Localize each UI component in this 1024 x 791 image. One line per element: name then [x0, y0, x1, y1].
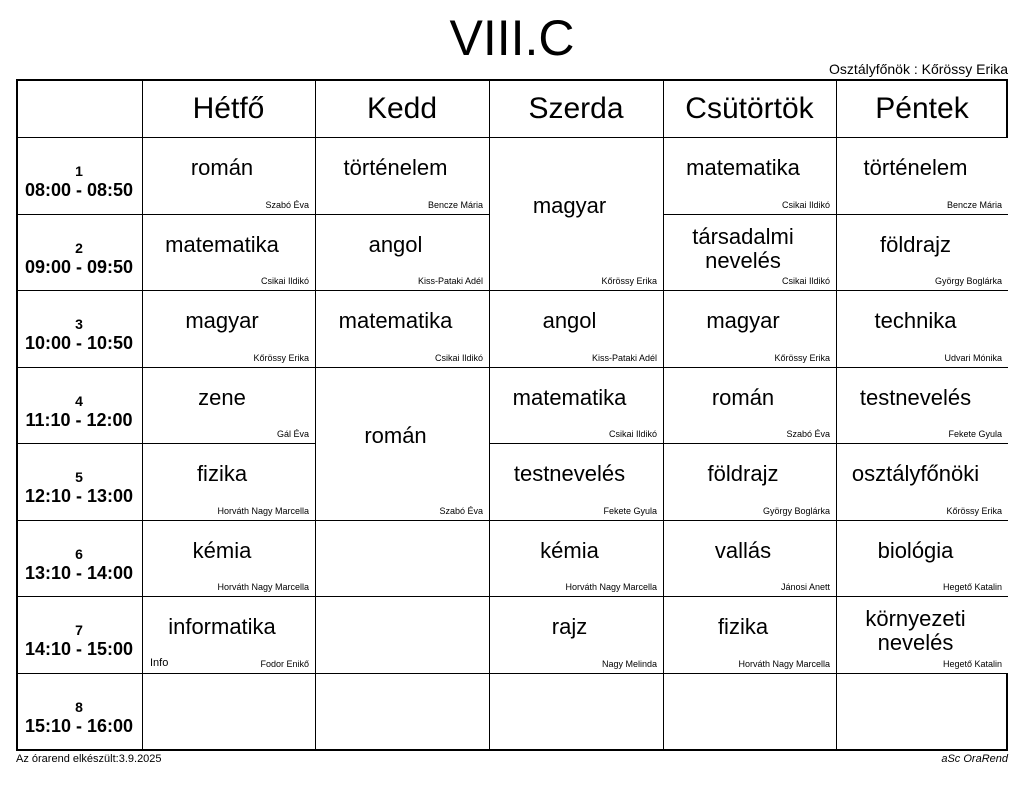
lesson-teacher: Jánosi Anett	[780, 582, 830, 592]
period-label	[18, 546, 140, 584]
lesson-teacher: Csikai Ildikó	[434, 353, 483, 363]
lesson-teacher: György Boglárka	[762, 506, 830, 516]
period-number: 6	[75, 546, 83, 562]
lesson-cell	[664, 215, 836, 290]
lesson-teacher: Fodor Enikő	[260, 659, 309, 669]
page-title: VIII.C	[449, 10, 575, 66]
lesson-teacher: Szabó Éva	[265, 200, 309, 210]
period-number: 5	[75, 469, 83, 485]
lesson-cell	[316, 138, 489, 214]
lesson-teacher: Horváth Nagy Marcella	[738, 659, 830, 669]
period-number: 2	[75, 240, 83, 256]
lesson-subject: kémia	[192, 537, 252, 563]
lesson-teacher: Kőrössy Erika	[253, 353, 309, 363]
period-label	[18, 469, 140, 507]
period-time: 15:10 - 16:00	[24, 716, 134, 736]
lesson-cell	[143, 444, 315, 520]
lesson-cell	[837, 444, 1008, 520]
period-label	[18, 393, 140, 431]
lesson-subject: kémia	[540, 537, 599, 563]
period-time: 13:10 - 14:00	[24, 563, 134, 583]
lesson-teacher: Horváth Nagy Marcella	[565, 582, 657, 592]
lesson-cell	[664, 138, 836, 214]
lesson-cell	[143, 138, 315, 214]
period-label	[18, 163, 140, 201]
lesson-subject: történelem	[863, 155, 968, 180]
lesson-teacher: Horváth Nagy Marcella	[217, 506, 309, 516]
lesson-subject: rajz	[551, 614, 588, 639]
lesson-subject: zene	[198, 384, 246, 410]
lesson-cell	[143, 215, 315, 290]
lesson-subject: osztályfőnöki	[851, 461, 980, 486]
day-header: Szerda	[528, 92, 624, 125]
lesson-cell	[490, 291, 663, 367]
period-label	[18, 622, 140, 660]
period-time: 08:00 - 08:50	[24, 180, 134, 200]
lesson-teacher: Csikai Ildikó	[260, 276, 309, 286]
lesson-cell	[664, 368, 836, 443]
lesson-subject: román	[364, 423, 427, 448]
day-header: Péntek	[875, 92, 969, 125]
lesson-teacher: Bencze Mária	[427, 200, 483, 210]
period-time: 12:10 - 13:00	[24, 486, 134, 506]
lesson-teacher: Fekete Gyula	[603, 506, 657, 516]
lesson-subject: fizika	[196, 461, 248, 486]
lesson-cell	[837, 291, 1008, 367]
lesson-subject: vallás	[714, 537, 772, 563]
period-time: 11:10 - 12:00	[25, 410, 133, 430]
lesson-teacher: Szabó Éva	[439, 506, 483, 516]
lesson-cell	[143, 521, 315, 596]
lesson-teacher: Udvari Mónika	[944, 353, 1002, 363]
period-time: 10:00 - 10:50	[24, 333, 134, 353]
lesson-room: Info	[150, 657, 169, 669]
lesson-subject: matematika	[686, 155, 800, 180]
period-number: 1	[75, 163, 83, 179]
lesson-cell	[664, 291, 836, 367]
lesson-teacher: Horváth Nagy Marcella	[217, 582, 309, 592]
period-time: 14:10 - 15:00	[24, 639, 134, 659]
lesson-subject: román	[190, 155, 254, 180]
period-number: 8	[75, 699, 83, 715]
period-label	[18, 316, 140, 354]
lesson-subject: biológia	[877, 537, 954, 563]
lesson-cell	[143, 291, 315, 367]
lesson-teacher: Hegető Katalin	[942, 582, 1002, 592]
lesson-subject: környezeti nevelés	[865, 606, 966, 655]
lesson-cell	[143, 368, 315, 443]
lesson-subject: földrajz	[707, 461, 779, 486]
lesson-teacher: Csikai Ildikó	[781, 276, 830, 286]
form-teacher-label: Osztályfőnök : Kőrössy Erika	[829, 61, 1008, 77]
lesson-teacher: Fekete Gyula	[948, 429, 1002, 439]
lesson-subject: magyar	[532, 193, 607, 218]
lesson-subject: fizika	[717, 614, 769, 639]
lesson-cell	[490, 521, 663, 596]
lesson-subject: földrajz	[880, 231, 951, 257]
lesson-cell	[316, 291, 489, 367]
lesson-teacher: Hegető Katalin	[942, 659, 1002, 669]
period-number: 4	[75, 393, 83, 409]
lesson-cell	[316, 215, 489, 290]
lesson-teacher: Kiss-Pataki Adél	[417, 276, 483, 286]
lesson-teacher: Csikai Ildikó	[781, 200, 830, 210]
lesson-cell	[837, 138, 1008, 214]
lesson-subject: történelem	[343, 155, 448, 180]
period-number: 3	[75, 316, 83, 332]
lesson-cell	[837, 597, 1008, 673]
lesson-subject: angol	[368, 231, 423, 257]
period-number: 7	[75, 622, 83, 638]
lesson-cell	[664, 521, 836, 596]
lesson-subject: technika	[874, 308, 957, 333]
lesson-cell	[837, 521, 1008, 596]
lesson-teacher: Kőrössy Erika	[774, 353, 830, 363]
lesson-cell	[316, 368, 489, 520]
lesson-teacher: Bencze Mária	[946, 200, 1002, 210]
lesson-subject: román	[711, 384, 775, 410]
period-time: 09:00 - 09:50	[24, 257, 134, 277]
lesson-cell	[143, 597, 315, 673]
grid-row-line	[18, 673, 1006, 674]
lesson-teacher: Kőrössy Erika	[601, 276, 657, 286]
lesson-subject: testnevelés	[859, 384, 972, 410]
lesson-teacher: Szabó Éva	[786, 429, 830, 439]
lesson-teacher: Kiss-Pataki Adél	[591, 353, 657, 363]
lesson-subject: társadalmi nevelés	[692, 223, 794, 273]
lesson-subject: magyar	[185, 308, 259, 333]
lesson-subject: matematika	[165, 231, 279, 257]
lesson-cell	[664, 597, 836, 673]
lesson-cell	[490, 597, 663, 673]
lesson-subject: angol	[542, 308, 597, 333]
lesson-cell	[664, 444, 836, 520]
lesson-teacher: Nagy Melinda	[601, 659, 657, 669]
day-header: Csütörtök	[685, 92, 814, 125]
lesson-subject: matematika	[512, 384, 627, 410]
day-header: Kedd	[366, 92, 438, 125]
lesson-teacher: Csikai Ildikó	[608, 429, 657, 439]
lesson-teacher: György Boglárka	[934, 276, 1002, 286]
day-header: Hétfő	[192, 92, 265, 125]
period-label	[18, 240, 140, 278]
footer-created-date: Az órarend elkészült:3.9.2025	[16, 753, 162, 765]
timetable-grid	[16, 79, 1008, 751]
lesson-teacher: Gál Éva	[276, 429, 309, 439]
lesson-subject: magyar	[706, 308, 780, 333]
lesson-cell	[490, 444, 663, 520]
lesson-teacher: Kőrössy Erika	[946, 506, 1002, 516]
lesson-subject: matematika	[338, 308, 453, 333]
lesson-cell	[837, 368, 1008, 443]
lesson-cell	[837, 215, 1008, 290]
footer-software: aSc OraRend	[941, 753, 1008, 765]
period-label	[18, 699, 140, 737]
lesson-cell	[490, 138, 663, 290]
lesson-subject: informatika	[168, 614, 276, 639]
lesson-subject: testnevelés	[513, 461, 626, 486]
lesson-cell	[490, 368, 663, 443]
